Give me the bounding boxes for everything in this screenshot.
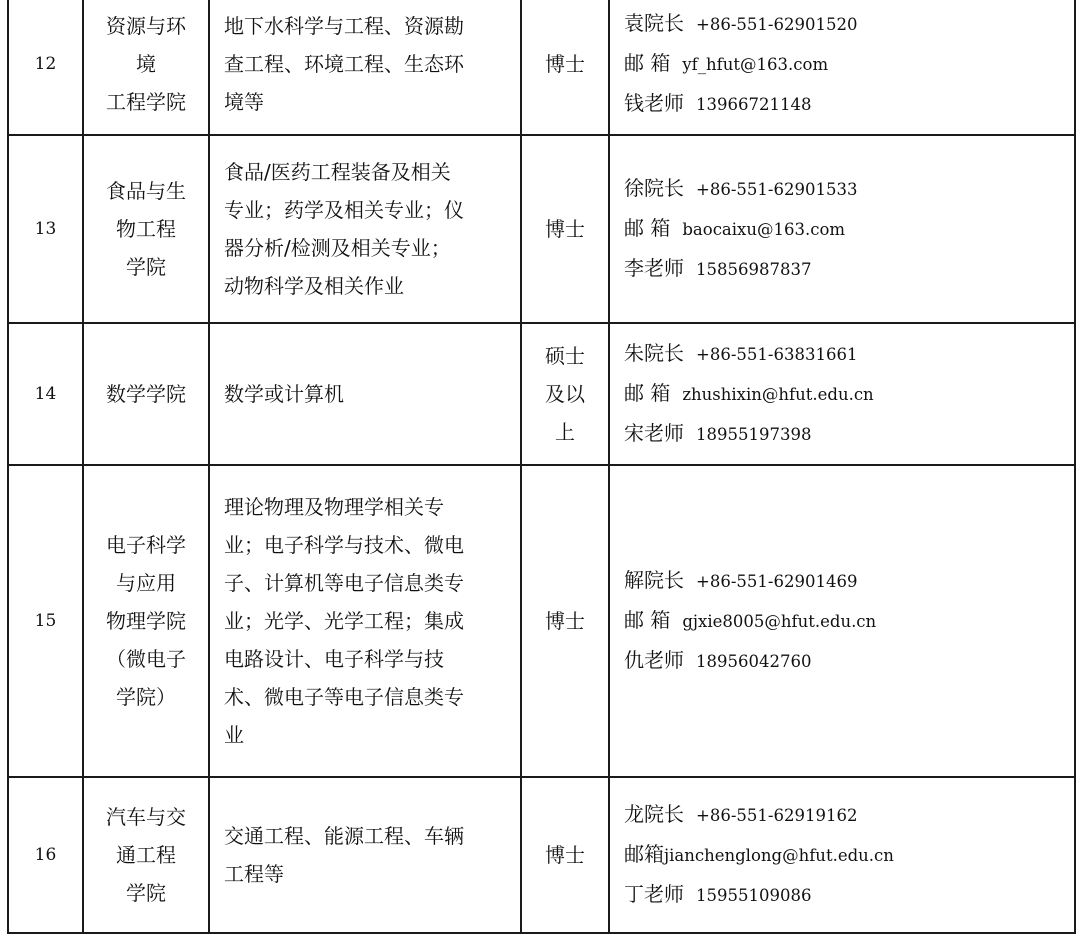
- degree-requirement: 博士: [521, 0, 609, 135]
- major-list: 理论物理及物理学相关专 业；电子科学与技术、微电 子、计算机等电子信息类专 业；光学、光学工程；集成 电路设计、电子科学与技 术、微电子等电子信息类专 业: [209, 465, 521, 777]
- contact-info: [609, 323, 1075, 465]
- major-list: 食品/医药工程装备及相关 专业；药学及相关专业；仪 器分析/检测及相关专业； 动物科学及相关作业: [209, 135, 521, 323]
- contact-line: 邮 箱 gjxie8005@hfut.edu.cn: [624, 608, 877, 632]
- row-number: 13: [8, 135, 83, 323]
- row-number: 12: [8, 0, 83, 135]
- contact-line: 钱老师 13966721148: [624, 91, 812, 115]
- contact-line: 袁院长 +86-551-62901520: [624, 11, 858, 35]
- contact-line: 邮 箱 zhushixin@hfut.edu.cn: [624, 381, 874, 405]
- row-number: 14: [8, 323, 83, 465]
- contact-line: 解院长 +86-551-62901469: [624, 568, 858, 592]
- college-name: 资源与环 境 工程学院: [83, 0, 209, 135]
- major-list: 交通工程、能源工程、车辆 工程等: [209, 777, 521, 933]
- major-list: 数学或计算机: [209, 323, 521, 465]
- table-row: [8, 323, 1075, 465]
- contact-line: 邮 箱 yf_hfut@163.com: [624, 51, 829, 75]
- college-name: 电子科学 与应用 物理学院 （微电子 学院）: [83, 465, 209, 777]
- row-number: 15: [8, 465, 83, 777]
- college-name: 食品与生 物工程 学院: [83, 135, 209, 323]
- degree-requirement: 博士: [521, 135, 609, 323]
- contact-line: 邮 箱 baocaixu@163.com: [624, 216, 846, 240]
- contact-line: 李老师 15856987837: [624, 256, 812, 280]
- table-row: [8, 135, 1075, 323]
- recruitment-table: [7, 0, 1076, 934]
- contact-info: [609, 465, 1075, 777]
- contact-info: [609, 0, 1075, 135]
- contact-line: 邮箱jianchenglong@hfut.edu.cn: [624, 842, 894, 866]
- contact-line: 仇老师 18956042760: [624, 648, 812, 672]
- college-name: 数学学院: [83, 323, 209, 465]
- contact-line: 朱院长 +86-551-63831661: [624, 341, 858, 365]
- table-row: [8, 777, 1075, 933]
- contact-info: [609, 777, 1075, 933]
- contact-line: 徐院长 +86-551-62901533: [624, 176, 858, 200]
- degree-requirement: 博士: [521, 465, 609, 777]
- degree-requirement: 博士: [521, 777, 609, 933]
- college-name: 汽车与交 通工程 学院: [83, 777, 209, 933]
- contact-info: [609, 135, 1075, 323]
- table-row: [8, 465, 1075, 777]
- major-list: 地下水科学与工程、资源勘 查工程、环境工程、生态环 境等: [209, 0, 521, 135]
- contact-line: 宋老师 18955197398: [624, 421, 812, 445]
- degree-requirement: 硕士 及以 上: [521, 323, 609, 465]
- table-row: [8, 0, 1075, 135]
- row-number: 16: [8, 777, 83, 933]
- contact-line: 龙院长 +86-551-62919162: [624, 802, 858, 826]
- contact-line: 丁老师 15955109086: [624, 882, 812, 906]
